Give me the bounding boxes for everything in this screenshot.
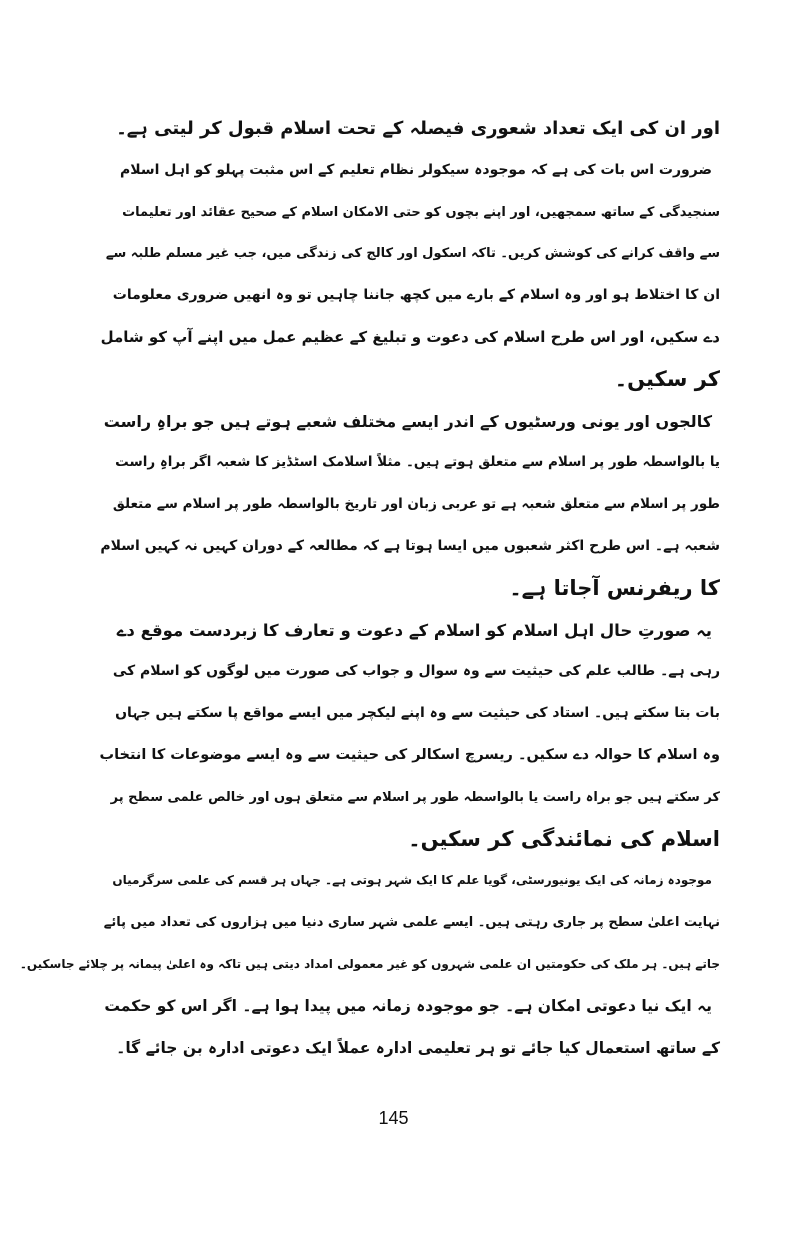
text-line: بات بتا سکتے ہیں۔ استاد کی حیثیت سے وہ اپنے لیکچر میں ایسے مواقع پا سکتے ہیں جہاں <box>115 705 720 722</box>
text-line: اور ان کی ایک تعداد شعوری فیصلہ کے تحت اسلام قبول کر لیتی ہے۔ <box>116 118 720 139</box>
text-line: یا بالواسطہ طور پر اسلام سے متعلق ہوتے ہیں۔ مثلاً اسلامک اسٹڈیز کا شعبہ اگر براہِ راست <box>115 454 720 471</box>
text-line: کا ریفرنس آجاتا ہے۔ <box>509 575 720 600</box>
text-line: طور پر اسلام سے متعلق شعبہ ہے تو عربی زبان اور تاریخ بالواسطہ طور پر اسلام سے متعلق <box>112 496 720 513</box>
text-line: سنجیدگی کے ساتھ سمجھیں، اور اپنے بچوں کو حتی الامکان اسلام کے صحیح عقائد اور تعلیمات <box>122 204 720 220</box>
text-line: نہایت اعلیٰ سطح پر جاری رہتی ہیں۔ ایسے علمی شہر ساری دنیا میں ہزاروں کی تعداد میں پائے <box>103 915 720 931</box>
text-line: یہ صورتِ حال اہل اسلام کو اسلام کے دعوت و تعارف کا زبردست موقع دے <box>116 620 712 640</box>
page-body-text <box>19 108 720 1069</box>
text-line: شعبہ ہے۔ اس طرح اکثر شعبوں میں ایسا ہوتا ہے کہ مطالعہ کے دوران کہیں نہ کہیں اسلام <box>100 537 720 554</box>
text-line: وہ اسلام کا حوالہ دے سکیں۔ ریسرچ اسکالر کی حیثیت سے وہ ایسے موضوعات کا انتخاب <box>99 746 720 763</box>
text-line: یہ ایک نیا دعوتی امکان ہے۔ جو موجودہ زمانہ میں پیدا ہوا ہے۔ اگر اس کو حکمت <box>104 996 712 1015</box>
page-number: 145 <box>378 1108 409 1128</box>
text-line: کر سکیں۔ <box>614 366 720 391</box>
text-line: جاتے ہیں۔ ہر ملک کی حکومتیں ان علمی شہروں کو غیر معمولی امداد دیتی ہیں تاکہ وہ اعلیٰ پیمانہ پر چلائے جاسکیں۔ <box>19 956 720 971</box>
text-line: کالجوں اور یونی ورسٹیوں کے اندر ایسے مختلف شعبے ہوتے ہیں جو براہِ راست <box>103 411 712 431</box>
text-line: اسلام کی نمائندگی کر سکیں۔ <box>408 826 720 851</box>
text-line: ضرورت اس بات کی ہے کہ موجودہ سیکولر نظام تعلیم کے اس مثبت پہلو کو اہل اسلام <box>119 161 712 178</box>
text-line: موجودہ زمانہ کی ایک یونیورسٹی، گویا علم کا ایک شہر ہوتی ہے۔ جہاں ہر قسم کی علمی سرگرمیاں <box>112 873 712 888</box>
text-line: ان کا اختلاط ہو اور وہ اسلام کے بارے میں کچھ جاننا چاہیں تو وہ انھیں ضروری معلومات <box>112 287 720 304</box>
text-line: دے سکیں، اور اس طرح اسلام کی دعوت و تبلیغ کے عظیم عمل میں اپنے آپ کو شامل <box>100 327 720 346</box>
text-line: کر سکتے ہیں جو براہ راست یا بالواسطہ طور پر اسلام سے متعلق ہوں اور خالص علمی سطح پر <box>110 789 720 805</box>
text-line: رہی ہے۔ طالب علم کی حیثیت سے وہ سوال و جواب کی صورت میں لوگوں کو اسلام کی <box>112 663 720 680</box>
text-line: سے واقف کرانے کی کوشش کریں۔ تاکہ اسکول اور کالج کی زندگی میں، جب غیر مسلم طلبہ سے <box>105 246 720 262</box>
text-line: کے ساتھ استعمال کیا جائے تو ہر تعلیمی ادارہ عملاً ایک دعوتی ادارہ بن جائے گا۔ <box>116 1038 720 1057</box>
